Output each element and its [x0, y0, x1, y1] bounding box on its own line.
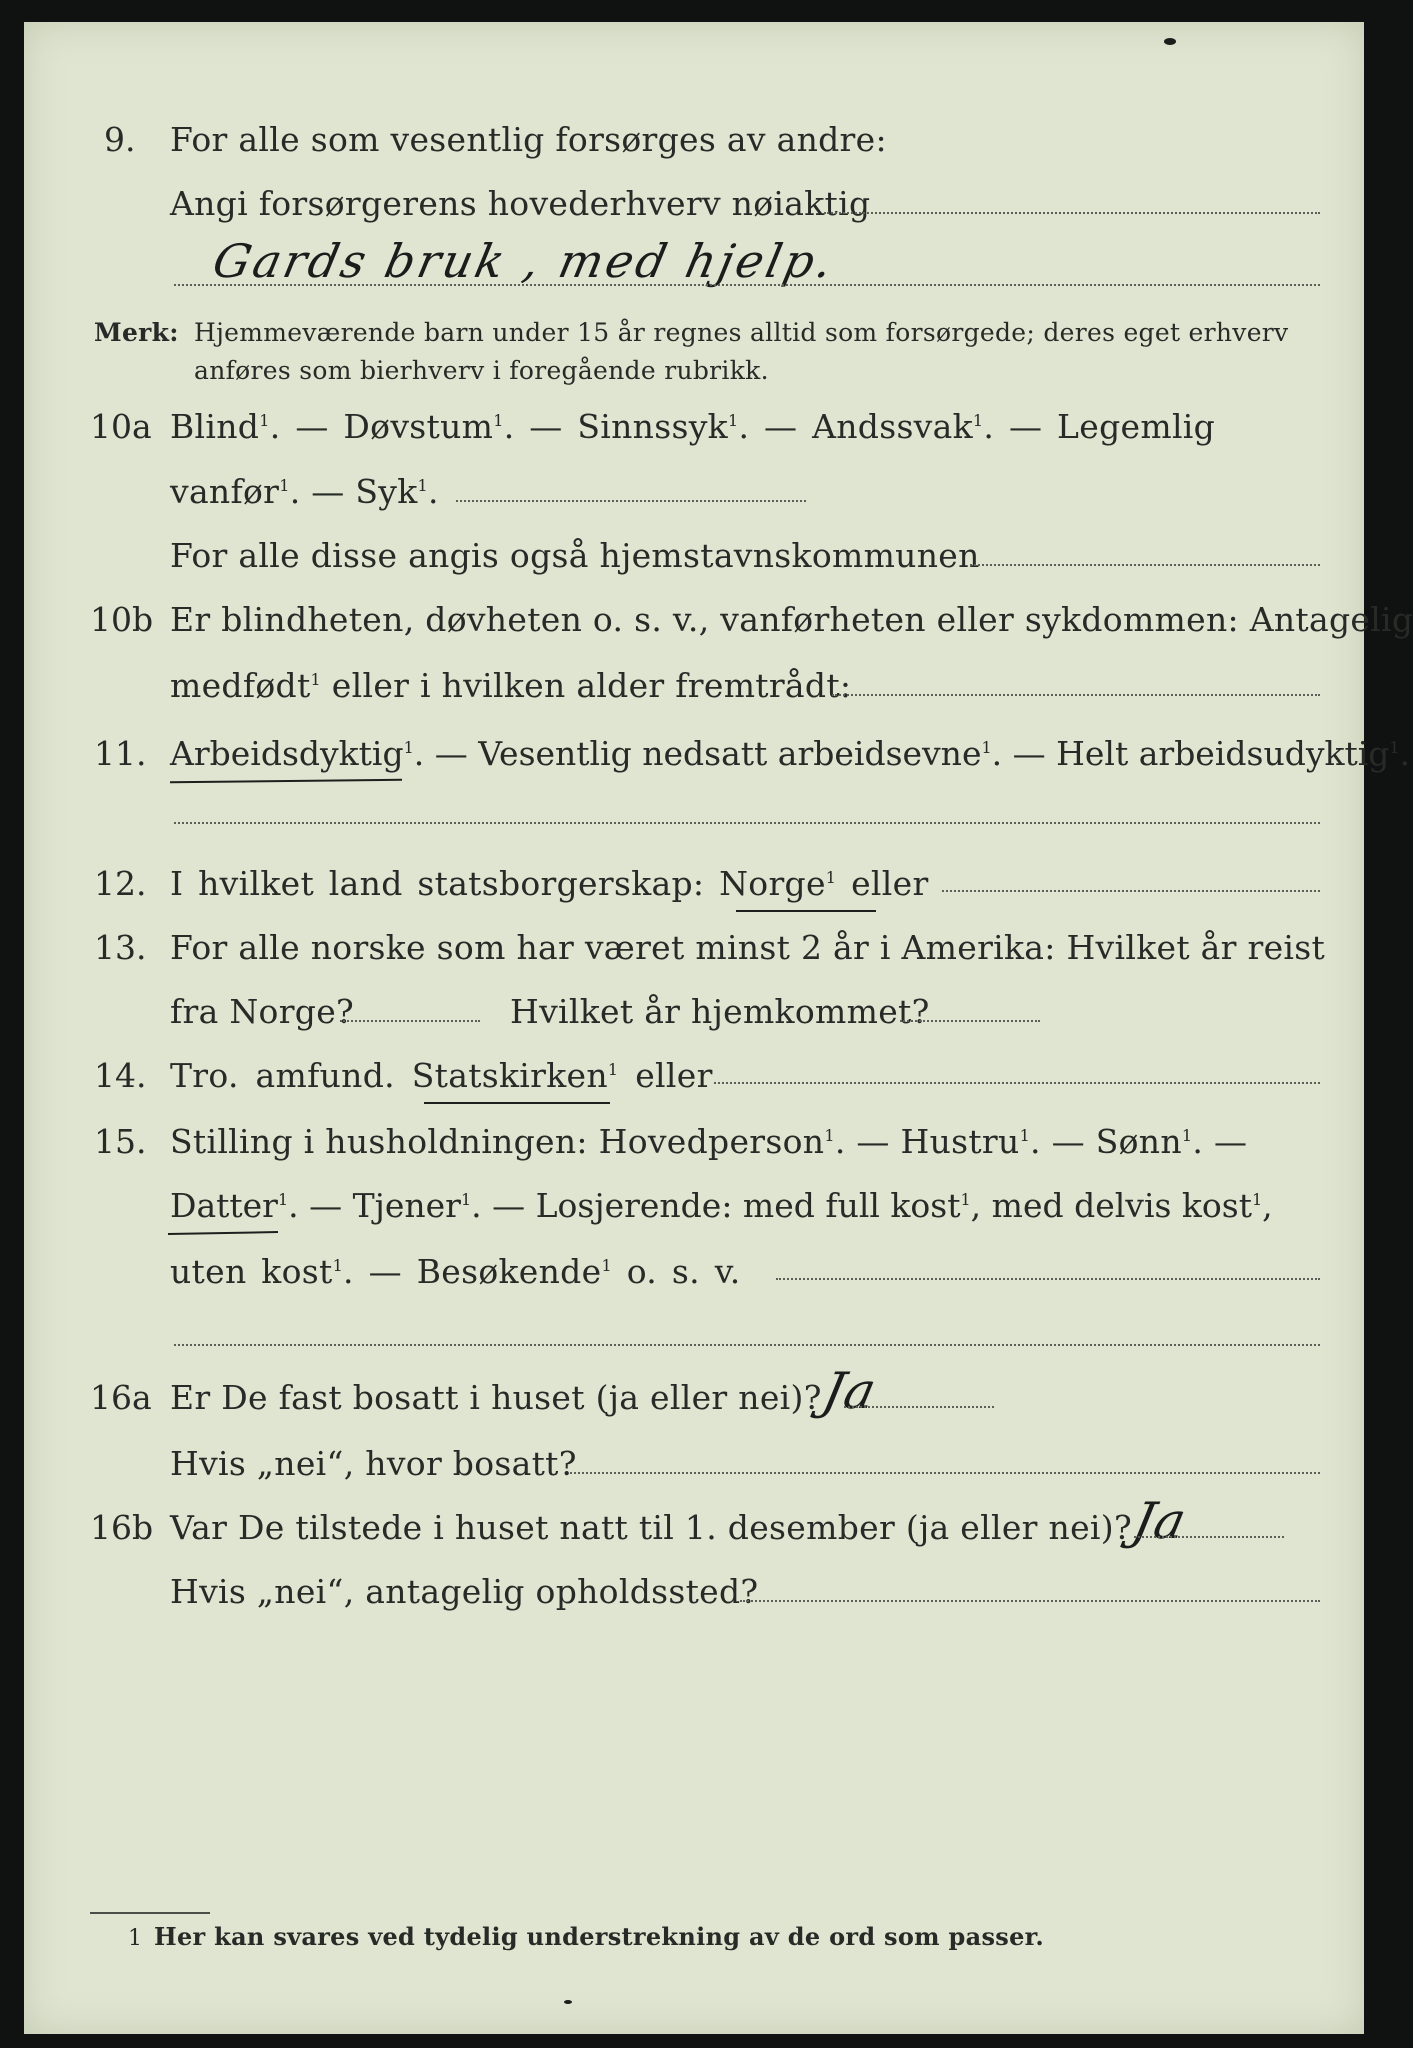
q11-end: .	[1399, 734, 1411, 773]
q14-fill-line	[714, 1082, 1320, 1084]
q13-reist-fill-line	[340, 1020, 480, 1022]
q16b-line1: Var De tilstede i huset natt til 1. desember (ja eller nei)?	[170, 1508, 1132, 1547]
sup-mark: 1	[1181, 1126, 1193, 1145]
q9-line2: Angi forsørgerens hovederhverv nøiaktig	[170, 184, 871, 223]
q13-line2b: Hvilket år hjemkommet?	[510, 992, 930, 1031]
q11-line1	[170, 734, 1410, 773]
q15-handwritten-underline	[168, 1231, 278, 1235]
q10b-line2-rest: eller i hvilken alder fremtrådt:	[321, 666, 852, 705]
q15-line1-end: . —	[1192, 1122, 1248, 1161]
opt-besokende: . — Besøkende	[343, 1252, 602, 1291]
q10a-line2-end: .	[428, 472, 439, 511]
q11-handwritten-underline	[170, 779, 402, 783]
q14-number: 14.	[94, 1056, 147, 1095]
footnote-rule	[90, 1912, 210, 1914]
q10b-line1: Er blindheten, døvheten o. s. v., vanførheten eller sykdommen: Antagelig	[170, 600, 1413, 639]
sup-mark: 1	[960, 1190, 971, 1209]
q16a-bosatt-fill-line	[570, 1472, 1320, 1474]
q11-fill-line	[174, 822, 1320, 824]
q16b-handwritten-answer: Ja	[1127, 1492, 1193, 1550]
opt-syk: . — Syk	[289, 472, 418, 511]
opt-dovstum: . — Døvstum	[269, 407, 494, 446]
q16a-handwritten-answer: Ja	[817, 1362, 883, 1420]
sup-mark: 1	[825, 868, 837, 887]
q10b-number: 10b	[90, 600, 154, 639]
merk-label: Merk:	[94, 318, 179, 347]
sup-mark: 1	[1251, 1190, 1263, 1209]
census-form-page	[24, 22, 1413, 2034]
opt-datter: Datter	[170, 1186, 278, 1225]
q16b-opholdssted-fill-line	[740, 1600, 1320, 1602]
q16b-number: 16b	[90, 1508, 154, 1547]
q10a-line1	[170, 407, 1215, 446]
opt-arbeidsdyktig: Arbeidsdyktig	[170, 734, 404, 773]
footnote-text: Her kan svares ved tydelig understrekning av de ord som passer.	[154, 1922, 1045, 1951]
q15-number: 15.	[94, 1122, 147, 1161]
sup-mark: 1	[493, 411, 504, 430]
q15-fill-line	[776, 1278, 1320, 1280]
opt-blind: Blind	[170, 407, 260, 446]
q12-handwritten-underline	[736, 910, 876, 912]
q15-line1	[170, 1122, 1247, 1161]
q16b-line2: Hvis „nei“, antagelig opholdssted?	[170, 1572, 759, 1611]
q12-number: 12.	[94, 864, 147, 903]
q12-text: I hvilket land statsborgerskap:	[170, 864, 705, 903]
sup-mark: 1	[981, 738, 992, 757]
q10a-syk-fill-line	[456, 500, 806, 502]
opt-hustru: . — Hustru	[834, 1122, 1020, 1161]
q10a-line2	[170, 472, 439, 511]
opt-hovedperson: Stilling i husholdningen: Hovedperson	[170, 1122, 825, 1161]
sup-mark: 1	[417, 476, 429, 495]
q15-line2-end: ,	[1262, 1186, 1273, 1225]
sup-mark: 1	[1019, 1126, 1031, 1145]
merk-line1: Hjemmeværende barn under 15 år regnes alltid som forsørgede; deres eget erhverv	[194, 318, 1289, 347]
sup-mark: 1	[1389, 738, 1400, 757]
q14-end: eller	[618, 1056, 713, 1095]
q15-line2	[170, 1186, 1273, 1225]
q10b-fill-line	[832, 694, 1320, 696]
sup-mark: 1	[310, 670, 321, 689]
q10b-line2	[170, 666, 851, 705]
q12-line	[170, 864, 929, 903]
opt-medfodt: medfødt	[170, 666, 311, 705]
opt-nedsatt-arbeidsevne: . — Vesentlig nedsatt arbeidsevne	[413, 734, 982, 773]
q10a-line3: For alle disse angis også hjemstavnskommunen	[170, 536, 980, 575]
q11-number: 11.	[94, 734, 147, 773]
opt-sonn: . — Sønn	[1030, 1122, 1182, 1161]
sup-mark: 1	[972, 411, 984, 430]
q13-hjemkommet-fill-line	[900, 1020, 1040, 1022]
ink-speck	[564, 2000, 572, 2004]
sup-mark: 1	[277, 1190, 289, 1209]
q9-line1: For alle som vesentlig forsørges av andre:	[170, 120, 887, 159]
q15-line3-end: o. s. v.	[611, 1252, 741, 1291]
opt-norge: Norge	[719, 864, 826, 903]
opt-legemlig: . — Legemlig	[983, 407, 1216, 446]
sup-mark: 1	[279, 476, 290, 495]
sup-mark: 1	[824, 1126, 835, 1145]
sup-mark: 1	[607, 1060, 619, 1079]
opt-andssvak: . — Andssvak	[738, 407, 973, 446]
sup-mark: 1	[727, 411, 739, 430]
q14-text: Tro. amfund.	[170, 1056, 395, 1095]
sup-mark: 1	[403, 738, 414, 757]
opt-uten-kost: uten kost	[170, 1252, 333, 1291]
footnote-mark: 1	[128, 1926, 143, 1951]
sup-mark: 1	[332, 1256, 344, 1275]
q16b-fill-line	[1134, 1536, 1284, 1538]
q9-number: 9.	[104, 120, 136, 159]
q13-line2a: fra Norge?	[170, 992, 355, 1031]
opt-tjener: . — Tjener	[288, 1186, 461, 1225]
q9-answer-line	[174, 284, 1320, 286]
opt-full-kost: . — Losjerende: med full kost	[471, 1186, 961, 1225]
q13-line1: For alle norske som har været minst 2 år i Amerika: Hvilket år reist	[170, 928, 1326, 967]
q16a-line2: Hvis „nei“, hvor bosatt?	[170, 1444, 577, 1483]
q14-line	[170, 1056, 713, 1095]
q9-fill-line	[824, 212, 1320, 214]
q12-end: eller	[836, 864, 929, 903]
q9-handwritten-answer: Gards bruk , med hjelp.	[208, 234, 841, 288]
q10a-number: 10a	[90, 407, 152, 446]
ink-speck	[1164, 38, 1176, 45]
opt-vanfor: vanfør	[170, 472, 280, 511]
q15-extra-fill-line	[174, 1344, 1320, 1346]
opt-arbeidsudyktig: . — Helt arbeidsudyktig	[991, 734, 1390, 773]
sup-mark: 1	[601, 1256, 612, 1275]
opt-statskirken: Statskirken	[411, 1056, 608, 1095]
opt-delvis-kost: , med delvis kost	[970, 1186, 1252, 1225]
sup-mark: 1	[460, 1190, 472, 1209]
q16a-line1: Er De fast bosatt i huset (ja eller nei)?	[170, 1378, 822, 1417]
opt-sinnssyk: . — Sinnssyk	[503, 407, 728, 446]
q15-line3	[170, 1252, 741, 1291]
q10a-hjemstavn-fill-line	[970, 564, 1320, 566]
q16a-number: 16a	[90, 1378, 152, 1417]
merk-line2: anføres som bierhverv i foregående rubrikk.	[194, 356, 769, 385]
q13-number: 13.	[94, 928, 147, 967]
q16a-fill-line	[844, 1406, 994, 1408]
sup-mark: 1	[259, 411, 270, 430]
q14-handwritten-underline	[424, 1102, 610, 1104]
q12-fill-line	[942, 890, 1320, 892]
